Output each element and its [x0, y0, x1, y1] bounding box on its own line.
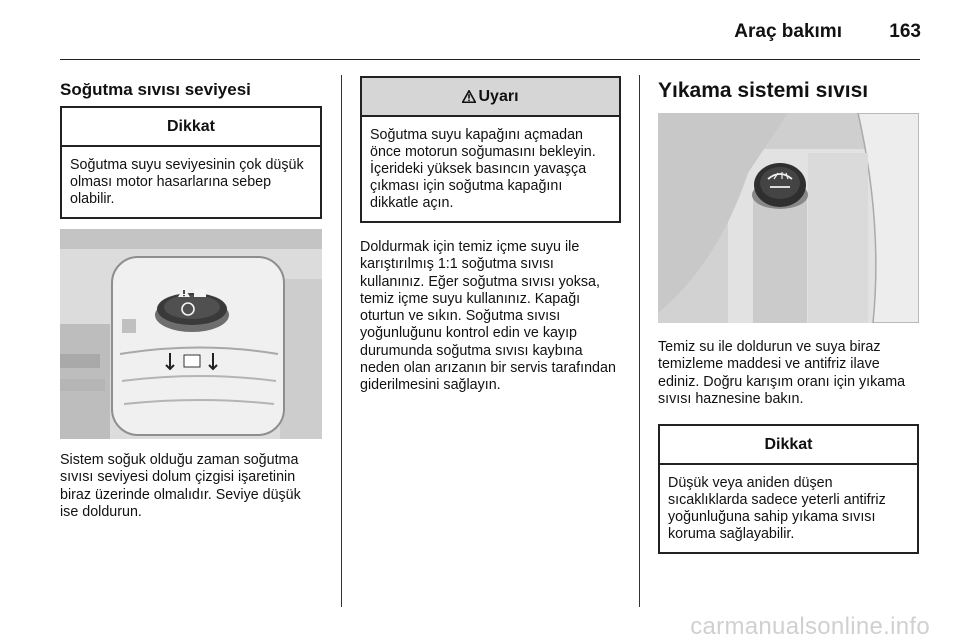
column-1	[60, 70, 322, 521]
running-header-title: Araç bakımı	[734, 21, 842, 42]
column-3	[658, 70, 919, 554]
warning-heading	[362, 78, 619, 117]
notice-body-washer: Düşük veya aniden düşen sıcaklıklarda sadece yeterli antifriz yoğunluğuna sahip yıkama sıvısı koruma sağlayabilir.	[668, 475, 886, 543]
filling-paragraph: Doldurmak için temiz içme suyu ile karıştırılmış 1:1 soğutma sıvısı kullanınız. Eğer soğutma sıvısı yoksa, temiz içme suyu kullanınız. Kapağı oturtun ve sıkın. Soğutma sıvısı yoğunluğunu kontrol edin ve kayıp durumunda soğutma sıvısı kaybına neden olan arızanın bir servis tarafından giderilmesini sağlayın.	[360, 239, 616, 394]
header-rule	[60, 59, 920, 60]
warning-heading-text: Uyarı	[478, 88, 519, 105]
coolant-level-paragraph: Sistem soğuk olduğu zaman soğutma sıvısı seviyesi dolum çizgisi işaretinin biraz üzerinde olmalıdır. Seviye düşük ise doldurun.	[60, 452, 301, 520]
section-title-washer-fluid: Yıkama sistemi sıvısı	[658, 79, 869, 102]
washer-fluid-paragraph: Temiz su ile doldurun ve suya biraz temizleme maddesi ve antifriz ilave ediniz. Doğru karışım oranı için yıkama sıvısı haznesine bakın.	[658, 339, 906, 407]
watermark: carmanualsonline.info	[690, 613, 930, 640]
notice-body: Soğutma suyu seviyesinin çok düşük olması motor hasarlarına sebep olabilir.	[70, 157, 304, 207]
washer-reservoir-photo	[658, 113, 919, 323]
section-title-coolant-level: Soğutma sıvısı seviyesi	[60, 80, 251, 99]
warning-body: Soğutma suyu kapağını açmadan önce motorun soğumasını bekleyin. İçerideki yüksek basıncın yavaşça çıkması için soğutma kapağını dikkatle açın.	[370, 127, 596, 211]
page-number: 163	[889, 21, 921, 42]
warning-box	[360, 76, 621, 223]
column-divider-left	[341, 75, 342, 607]
notice-heading: Dikkat	[62, 108, 320, 147]
warning-triangle-icon	[462, 90, 476, 103]
notice-box	[60, 106, 322, 219]
coolant-reservoir-photo	[60, 229, 322, 439]
notice-box-washer	[658, 424, 919, 554]
column-divider-right	[639, 75, 640, 607]
notice-heading-washer: Dikkat	[660, 426, 917, 465]
column-2	[360, 76, 621, 395]
